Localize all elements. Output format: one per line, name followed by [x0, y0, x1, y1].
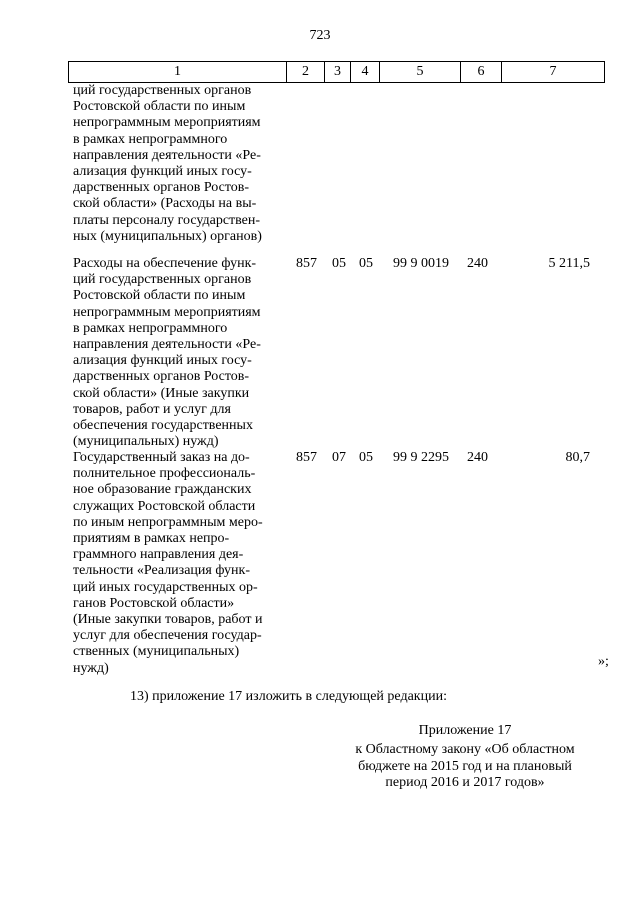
row-description: Государственный заказ на до- полнительное профессиональ- ное образование гражданских служащих Ростовской области по иным непрограммным меро- приятиям в рамках непро- граммного направления дея- тельности «Реализация функ- ций иных государственных ор- ганов Ростовской области» (Иные закупки товаров, работ и услуг для обеспечения государ- ственных (муниципальных) нужд) — [73, 450, 263, 676]
header-col-1: 1 — [69, 62, 287, 82]
row-ministry-code: 857 — [296, 450, 317, 465]
instruction-text: 13) приложение 17 изложить в следующей редакции: — [130, 689, 447, 704]
row-description: Расходы на обеспечение функ- ций государственных органов Ростовской области по иным непрограммным мероприятиям в рамках непрограммного направления деятельности «Ре- ализация функций иных госу- дарственных органов Ростов- ской области» (Иные закупки товаров, работ и услуг для обеспечения государственных (муниципальных) нужд) — [73, 256, 261, 450]
row-expense-type: 240 — [467, 450, 488, 465]
header-col-6: 6 — [461, 62, 502, 82]
row-ministry-code: 857 — [296, 256, 317, 271]
page-number: 723 — [309, 28, 331, 43]
header-col-7: 7 — [549, 64, 557, 79]
row-subsection-code: 05 — [359, 450, 373, 465]
header-col-5: 5 — [380, 62, 461, 82]
row-target-code: 99 9 2295 — [393, 450, 449, 465]
row-description: ций государственных органов Ростовской области по иным непрограммным мероприятиям в рамках непрограммного направления деятельности «Ре- ализация функций иных госу- дарственных органов Ростов- ской области» (Расходы на вы- платы персоналу государствен- ных (муниципальных) органов) — [73, 83, 262, 244]
row-target-code: 99 9 0019 — [393, 256, 449, 271]
header-col-4: 4 — [351, 62, 380, 82]
table-header — [68, 61, 605, 83]
row-section-code: 05 — [332, 256, 346, 271]
appendix-subtitle: к Областному закону «Об областном бюджете на 2015 год и на плановый период 2016 и 2017 годов» — [355, 742, 575, 790]
row-amount: 80,7 — [565, 450, 590, 465]
header-col-2: 2 — [287, 62, 325, 82]
closing-quote-mark: »; — [598, 654, 609, 669]
row-expense-type: 240 — [467, 256, 488, 271]
row-subsection-code: 05 — [359, 256, 373, 271]
header-col-3: 3 — [325, 62, 351, 82]
row-amount: 5 211,5 — [548, 256, 590, 271]
appendix-title: Приложение 17 — [418, 723, 512, 738]
row-section-code: 07 — [332, 450, 346, 465]
